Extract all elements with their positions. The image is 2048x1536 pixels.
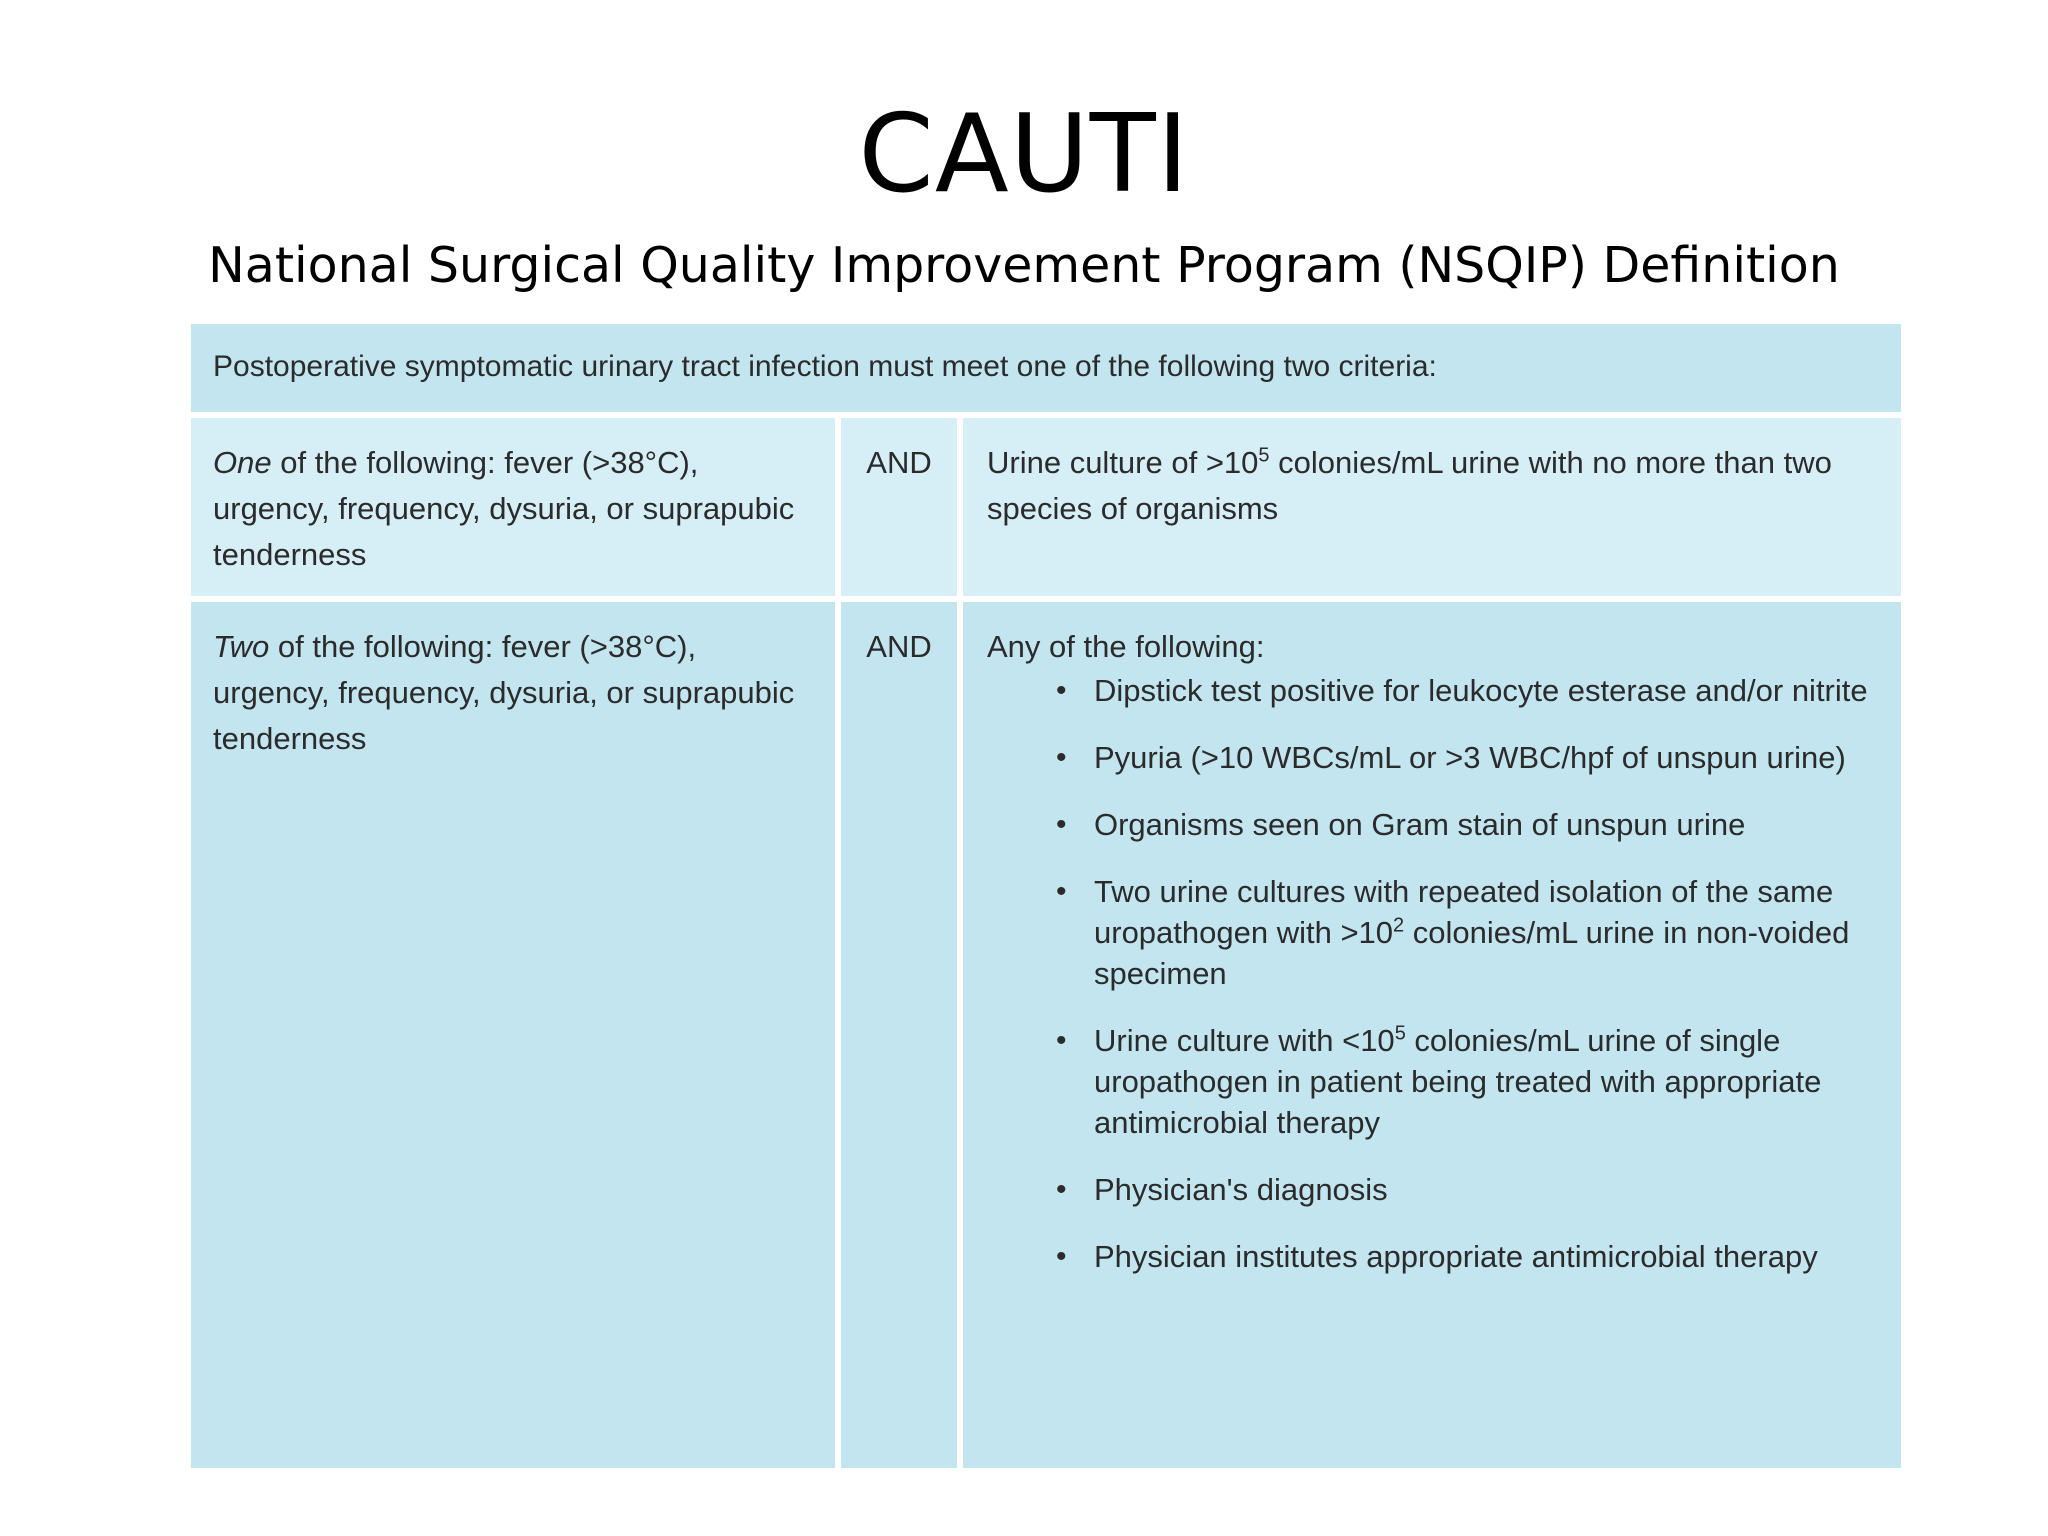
- row2-findings-cell: [963, 602, 1901, 1468]
- row1-symptoms-cell: [191, 418, 835, 596]
- list-item: [1056, 871, 1877, 994]
- row2-count-emphasis: Two: [213, 629, 270, 664]
- table-header: Postoperative symptomatic urinary tract infection must meet one of the following two criteria:: [191, 324, 1901, 412]
- row1-symptoms-text: of the following: fever (>38°C), urgency, frequency, dysuria, or suprapubic tenderness: [213, 445, 795, 572]
- list-item-text-post: colonies/mL urine in non-voided specimen: [1094, 915, 1850, 991]
- list-item: [1056, 1020, 1877, 1143]
- bullet-icon: •: [1056, 1024, 1067, 1057]
- list-item-text-post: colonies/mL urine of single uropathogen in patient being treated with appropriate antimicrobial therapy: [1094, 1023, 1822, 1140]
- bullet-icon: •: [1056, 674, 1067, 707]
- list-item-exponent: 2: [1393, 914, 1405, 937]
- list-item-text: Pyuria (>10 WBCs/mL or >3 WBC/hpf of unspun urine): [1094, 740, 1846, 775]
- list-item-text: Organisms seen on Gram stain of unspun urine: [1094, 807, 1746, 842]
- row1-conjunction: AND: [841, 418, 957, 596]
- list-item-text-pre: Two urine cultures with repeated isolation of the same uropathogen with >10: [1094, 874, 1834, 950]
- list-item-text-pre: Urine culture with <10: [1094, 1023, 1395, 1058]
- row1-count-emphasis: One: [213, 445, 272, 480]
- findings-list: [987, 670, 1877, 1277]
- list-item: [1056, 1169, 1877, 1210]
- row1-culture-cell: [963, 418, 1901, 596]
- slide-subtitle: National Surgical Quality Improvement Program (NSQIP) Definition: [208, 237, 1840, 294]
- bullet-icon: •: [1056, 808, 1067, 841]
- list-item: [1056, 804, 1877, 845]
- list-item: [1056, 1236, 1877, 1277]
- list-item: [1056, 737, 1877, 778]
- bullet-icon: •: [1056, 875, 1067, 908]
- bullet-icon: •: [1056, 1240, 1067, 1273]
- row1-culture-text-post: colonies/mL urine with no more than two species of organisms: [987, 445, 1832, 526]
- row1-culture-text-pre: Urine culture of >10: [987, 445, 1259, 480]
- row2-findings-lead: Any of the following:: [987, 629, 1265, 664]
- row2-symptoms-cell: [191, 602, 835, 1468]
- list-item-exponent: 5: [1394, 1022, 1406, 1045]
- bullet-icon: •: [1056, 1173, 1067, 1206]
- slide-title: CAUTI: [858, 92, 1190, 217]
- list-item: [1056, 670, 1877, 711]
- row2-conjunction: AND: [841, 602, 957, 1468]
- list-item-text: Dipstick test positive for leukocyte esterase and/or nitrite: [1094, 673, 1868, 708]
- criteria-table: [191, 324, 1901, 1468]
- list-item-text: Physician institutes appropriate antimicrobial therapy: [1094, 1239, 1818, 1274]
- list-item-text: Physician's diagnosis: [1094, 1172, 1388, 1207]
- row1-culture-exponent: 5: [1258, 444, 1270, 467]
- bullet-icon: •: [1056, 741, 1067, 774]
- row2-symptoms-text: of the following: fever (>38°C), urgency, frequency, dysuria, or suprapubic tenderness: [213, 629, 795, 756]
